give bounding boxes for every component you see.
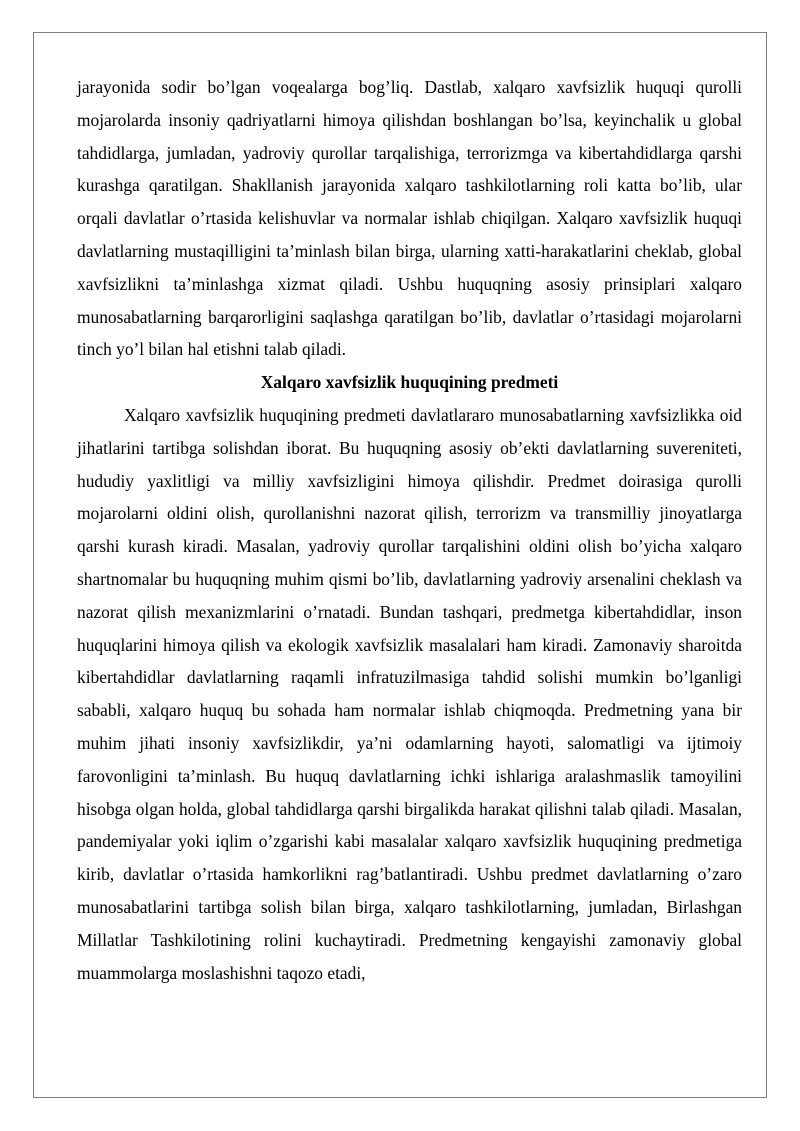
section-heading: Xalqaro xavfsizlik huquqining predmeti [260,372,559,393]
document-body [77,71,742,989]
paragraph-predmet: Xalqaro xavfsizlik huquqining predmeti davlatlararo munosabatlarning xavfsizlikka oid jihatlarini tartibga solishdan iborat. Bu huquqning asosiy ob’ekti davlatlarning suvereniteti, hududiy yaxlitligi va milliy xavfsizligini himoya qilishdir. Predmet doirasiga qurolli mojarolarni oldini olish, qurollanishni nazorat qilish, terrorizm va transmilliy jinoyatlarga qarshi kurash kiradi. Masalan, yadroviy qurollar tarqalishini oldini olish bo’yicha xalqaro shartnomalar bu huquqning muhim qismi bo’lib, davlatlarning yadroviy arsenalini cheklash va nazorat qilish mexanizmlarini o’rnatadi. Bundan tashqari, predmetga kibertahdidlar, inson huquqlarini himoya qilish va ekologik xavfsizlik masalalari ham kiradi. Zamonaviy sharoitda kibertahdidlar davlatlarning raqamli infratuzilmasiga tahdid solishi mumkin bo’lganligi sababli, xalqaro huquq bu sohada ham normalar ishlab chiqmoqda. Predmetning yana bir muhim jihati insoniy xavfsizlikdir, ya’ni odamlarning hayoti, salomatligi va ijtimoiy farovonligini ta’minlash. Bu huquq davlatlarning ichki ishlariga aralashmaslik tamoyilini hisobga olgan holda, global tahdidlarga qarshi birgalikda harakat qilishni talab qiladi. Masalan, pandemiyalar yoki iqlim o’zgarishi kabi masalalar xalqaro xavfsizlik huquqining predmetiga kirib, davlatlar o’rtasida hamkorlikni rag’batlantiradi. Ushbu predmet davlatlarning o’zaro munosabatlarini tartibga solish bilan birga, xalqaro tashkilotlarning, jumladan, Birlashgan Millatlar Tashkilotining rolini kuchaytiradi. Predmetning kengayishi zamonaviy global muammolarga moslashishni taqozo etadi, [77,404,742,983]
paragraph-continuation: jarayonida sodir bo’lgan voqealarga bog’liq. Dastlab, xalqaro xavfsizlik huquqi qurolli mojarolarda insoniy qadriyatlarni himoya qilishdan boshlangan bo’lsa, keyinchalik u global tahdidlarga, jumladan, yadroviy qurollar tarqalishiga, terrorizmga va kibertahdidlarga qarshi kurashga qaratilgan. Shakllanish jarayonida xalqaro tashkilotlarning roli katta bo’lib, ular orqali davlatlar o’rtasida kelishuvlar va normalar ishlab chiqilgan. Xalqaro xavfsizlik huquqi davlatlarning mustaqilligini ta’minlash bilan birga, ularning xatti-harakatlarini cheklab, global xavfsizlikni ta’minlashga xizmat qiladi. Ushbu huquqning asosiy prinsiplari xalqaro munosabatlarning barqarorligini saqlashga qaratilgan bo’lib, davlatlar o’rtasidagi mojarolarni tinch yo’l bilan hal etishni talab qiladi. [77,77,742,360]
